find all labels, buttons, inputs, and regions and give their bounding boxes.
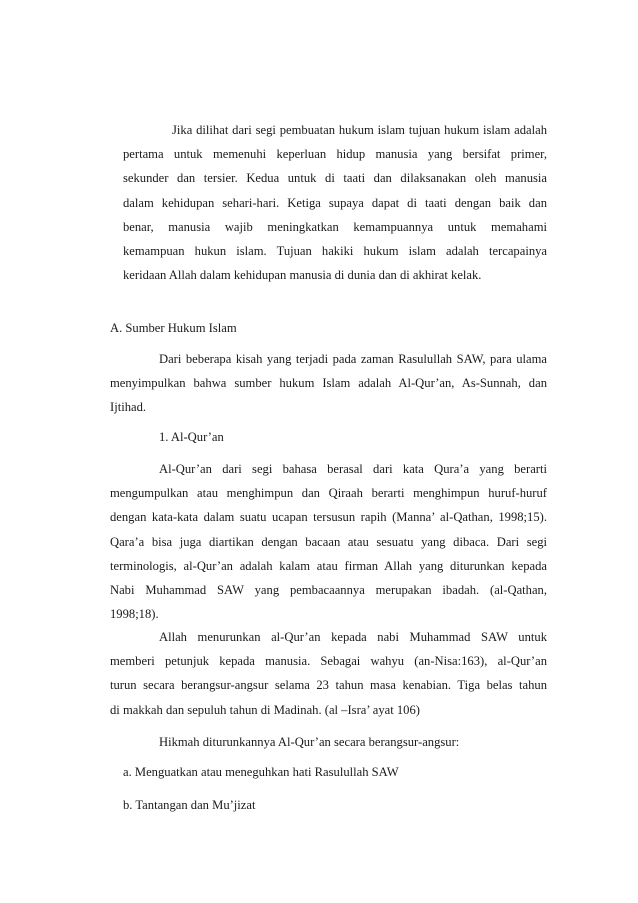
hikmah-intro: Hikmah diturunkannya Al-Qur’an secara berangsur-angsur:	[159, 735, 460, 749]
intro-line: kemampuan hukun islam. Tujuan hakiki hukum islam adalah tercapainya	[123, 244, 547, 259]
intro-line: sekunder dan tersier. Kedua untuk di taati dan dilaksanakan oleh manusia	[123, 171, 547, 186]
intro-line: dalam kehidupan sehari-hari. Ketiga supaya dapat di taati dengan baik dan	[123, 195, 547, 210]
subsection-heading: 1. Al-Qur’an	[159, 430, 224, 444]
quran-definition-paragraph	[110, 457, 547, 626]
section-heading: A. Sumber Hukum Islam	[110, 321, 237, 335]
body-line: 1998;18).	[110, 607, 159, 622]
body-line: terminologis, al-Qur’an adalah kalam atau firman Allah yang diturunkan kepada	[110, 558, 547, 573]
body-line: turun secara berangsur-angsur selama 23 tahun masa kenabian. Tiga belas tahun	[110, 678, 547, 693]
revelation-paragraph	[110, 625, 547, 722]
body-line: Dari beberapa kisah yang terjadi pada zaman Rasulullah SAW, para ulama	[159, 352, 547, 366]
body-line: di makkah dan sepuluh tahun di Madinah. (al –Isra’ ayat 106)	[110, 702, 420, 717]
body-line: menyimpulkan bahwa sumber hukum Islam adalah Al-Qur’an, As-Sunnah, dan	[110, 376, 547, 391]
intro-line: Jika dilihat dari segi pembuatan hukum islam tujuan hukum islam adalah	[172, 123, 547, 137]
body-line: Al-Qur’an dari segi bahasa berasal dari kata Qura’a yang berarti	[159, 462, 547, 476]
body-line: dengan kata-kata dalam suatu ucapan tersusun rapih (Manna’ al-Qathan, 1998;15).	[110, 510, 547, 525]
intro-line: keridaan Allah dalam kehidupan manusia di dunia dan di akhirat kelak.	[123, 268, 482, 283]
body-line: memberi petunjuk kepada manusia. Sebagai wahyu (an-Nisa:163), al-Qur’an	[110, 654, 547, 669]
body-line: Ijtihad.	[110, 400, 147, 415]
sources-paragraph	[110, 347, 547, 420]
body-line: Nabi Muhammad SAW yang pembacaannya merupakan ibadah. (al-Qathan,	[110, 583, 547, 598]
body-line: Allah menurunkan al-Qur’an kepada nabi Muhammad SAW untuk	[159, 630, 547, 644]
hikmah-item: b. Tantangan dan Mu’jizat	[123, 798, 256, 812]
intro-line: benar, manusia wajib meningkatkan kemampuannya untuk memahami	[123, 219, 547, 234]
hikmah-item: a. Menguatkan atau meneguhkan hati Rasulullah SAW	[123, 765, 399, 779]
body-line: mengumpulkan atau menghimpun dan Qiraah berarti menghimpun huruf-huruf	[110, 486, 547, 501]
intro-line: pertama untuk memenuhi keperluan hidup manusia yang bersifat primer,	[123, 147, 547, 162]
body-line: Qara’a bisa juga diartikan dengan bacaan atau sesuatu yang dibaca. Dari segi	[110, 534, 547, 549]
intro-paragraph	[123, 118, 547, 287]
